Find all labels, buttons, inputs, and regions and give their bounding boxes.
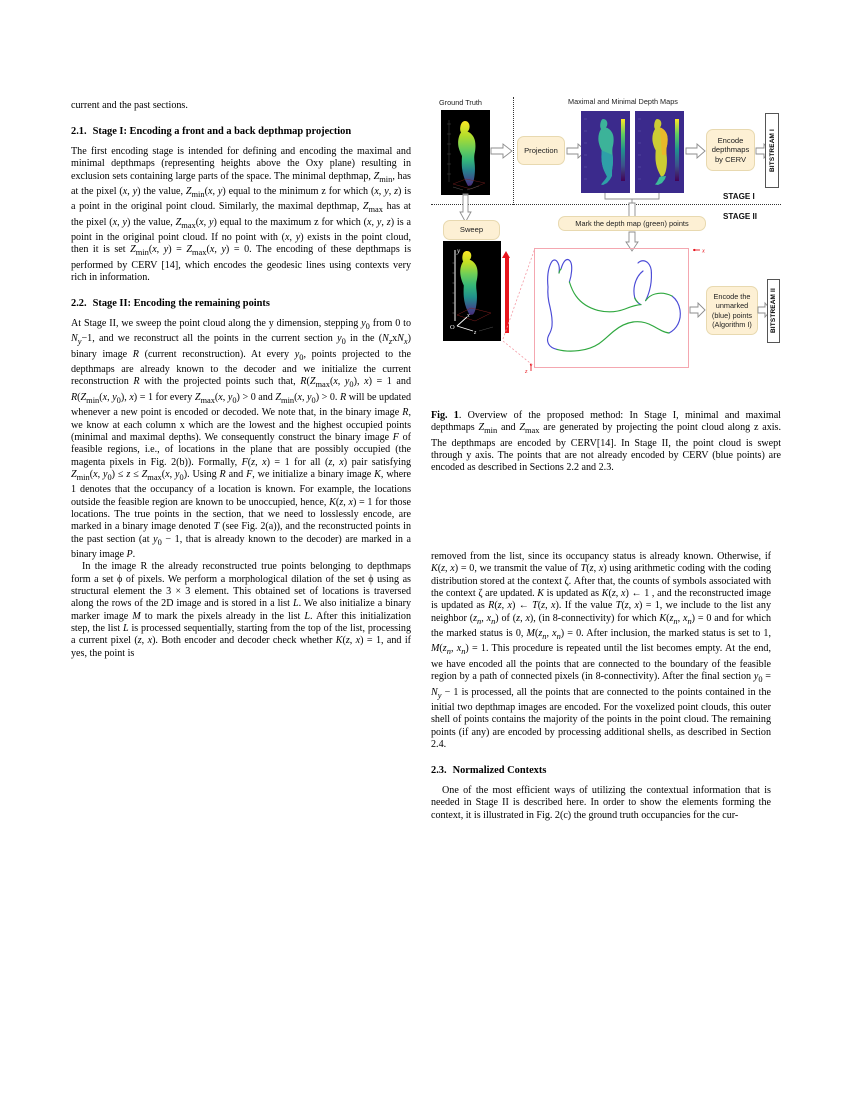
ground-truth-image	[441, 110, 490, 195]
arrow-gt-to-projection	[491, 143, 513, 159]
encode-unmarked-box[interactable]: Encode the unmarked (blue) points (Algorithm I)	[706, 286, 758, 335]
figure-1	[431, 93, 781, 393]
stage-2-label: STAGE II	[723, 212, 758, 221]
section-2-2-paragraph-1: At Stage II, we sweep the point cloud along the y dimension, stepping $y_0$ from 0 to $N_y-1$, and we reconstruct all the points in the current section $y_0$ in the $(N_zxN_x)$ binary image R (current reconstruction). At every $y_0$, points projected to the depthmaps are already known to the decoder and we initialize the current reconstruction R with the projected points such that, $R(Z_{max}(x$, $y_0$), x) = 1 and $R(Z_{min}(x$, $y_0$), x) = 1 for every $Z_{max}(x$, $y_0) > 0$ and $Z_{min}(x$, $y_0) > 0$. R will be updated whenever a new point is encoded or decoded. We note that, in the binary image R, we know at each column x which are the lowest and the highest occupied points (minimal and maximal depths). We consequently construct the binary image F of feasible regions, i.e., of locations in the plane that are possibly occupied (the magenta pixels in Fig. 2(b)). Formally, F(z, x) = 1 for all (z, x) pair satisfying $Z_{min}(x$, $y_0) \le z \le Z_{max}(x$, $y_0$). Using R and F, we initialize a binary image K, where 1 denotes that the occupancy of a location is known. For example, the locations outside the feasible region are known to be unoccupied, hence, K(z, x) = 1 for those locations. The true points in the section, that we need to losslessly encode, are marked in a binary image denoted T (see Fig. 2(a)), and the reconstructed points in the past section (at $y_0 - 1$, that is already known to the decoder) are marked in a binary image P.	[71, 318, 412, 560]
section-number-2-1: 2.1.	[71, 126, 87, 138]
depthmap-min-render	[635, 111, 684, 193]
bitstream-1-box	[765, 113, 779, 188]
axis-z-text: z	[474, 330, 477, 336]
sweep-to-section-guides	[501, 243, 541, 373]
section-2-3-body: One of the most efficient ways of utilizing the contextual information that is needed in Stage II is described here. In order to show the elements forming the context, it is illustrated in Fig. 2(c) the ground truth occupancies for the cur-	[431, 784, 771, 821]
depthmap-max-render	[581, 111, 630, 193]
left-column	[71, 100, 411, 660]
depthmap-min-image	[635, 111, 684, 193]
bitstream-2-box	[767, 279, 780, 343]
axis-x-text: x	[467, 313, 470, 319]
section-heading-2-2	[71, 298, 411, 311]
section-2-2-paragraph-2: In the image R the already reconstructed true points belonging to depthmaps form a set ϕ of pixels. We perform a morphological dilation of the set ϕ using as structural element the 3 × 3 element. This obtained set of locations is traversed along the rows of the 2D image and is stored in a list L. We also initialize a binary marker image M to mark the pixels already in the list L. After this initialization step, the list L is processed sequentially, starting from the top of the list, processing a current pixel (z, x). Both encoder and decoder check whether K(z, x) = 1, and if yes, the point is	[71, 561, 412, 659]
projection-box[interactable]: Projection	[517, 136, 565, 165]
section-contour-panel	[534, 248, 689, 368]
section-heading-2-1	[71, 126, 411, 139]
section-number-2-2: 2.2.	[71, 298, 87, 310]
sweep-image	[443, 241, 501, 341]
figure-divider-vertical	[513, 97, 514, 205]
stage-1-label: STAGE I	[723, 192, 755, 201]
axis-origin-text: O	[450, 324, 455, 331]
section-title-2-1: Stage I: Encoding a front and a back depthmap projection	[92, 126, 352, 138]
depth-maps-label: Maximal and Minimal Depth Maps	[568, 97, 678, 106]
encode-cerv-box[interactable]: Encode depthmaps by CERV	[706, 129, 755, 171]
arrow-contour-to-encode-unmarked	[690, 302, 706, 318]
mark-points-box[interactable]: Mark the depth map (green) points	[558, 216, 706, 231]
section-title-2-2: Stage II: Encoding the remaining points	[92, 298, 270, 310]
contour-axis-x-marker	[693, 245, 711, 255]
right-column	[431, 551, 771, 822]
axis-y-text: y	[457, 247, 461, 255]
section-number-2-3: 2.3.	[431, 765, 447, 777]
section-heading-2-3	[431, 765, 771, 778]
depthmap-max-image	[581, 111, 630, 193]
arrow-depthmaps-to-encode	[686, 143, 706, 159]
bitstream-2-label: BITSTREAM II	[770, 288, 777, 334]
sweep-box[interactable]: Sweep	[443, 220, 500, 240]
section-contour-plot	[535, 249, 690, 369]
sweep-render	[443, 241, 501, 341]
ground-truth-label: Ground Truth	[439, 98, 482, 107]
right-body-paragraph-1: removed from the list, since its occupancy status is already known. Otherwise, if K(z, x) = 0, we transmit the value of T(z, x) using arithmetic coding with the coding distribution stored at the context ζ. After that, the counts of symbols associated with the context ζ are updated. K is updated as K(z, x) ← 1 , and the reconstructed image is updated as R(z, x) ← T(z, x). If the value T(z, x) = 1, we include to the list any neighbor ($z_n$, $x_n$) of (z, x), (in 8-connectivity) for which $K(z_n$, $x_n) = 0$ and for which the marked status is 0, $M(z_n$, $x_n) = 0$. After inclusion, the marked status is set to 1, $M(z_n$, $x_n) = 1$. This procedure is repeated until the list becomes empty. At the end, we have encoded all the points that are connected to the boundary of the feasible region by a path of connected pixels (in 8-connectivity). After the final section $y_0 = N_y - 1$ is processed, all the points that are connected to the points contained in the initial two depthmap images are encoded. For the voxelized point clouds, this outer shell of points contains the majority of the points in the point cloud. The remaining points (if any) are encoded by processing additional shells, as described in Section 2.4.	[431, 551, 772, 750]
ground-truth-render	[441, 110, 490, 195]
bitstream-1-label: BITSTREAM I	[768, 128, 776, 173]
svg-text:x: x	[702, 247, 705, 255]
section-title-2-3: Normalized Contexts	[452, 765, 547, 777]
section-2-1-body: The first encoding stage is intended for defining and encoding the maximal and minimal depthmaps (representing heights above the Oxy plane) resulting in exclusion sets containing large parts of the space. The minimal depthmap, $Z_{min}$, has at the pixel (x, y) the value, $Z_{min}(x$, y) equal to the minimum z for which (x, y, z) is a point in the original point cloud. Similarly, the maximal depthmap, $Z_{max}$ has at the pixel (x, y) the value, $Z_{max}(x$, y) equal to the maximum z for which (x, y, z) is a point in the original point cloud. If no point with (x, y) exists in the point cloud, then it is set $Z_{min}(x$, $y) = Z_{max}(x$, y) = 0. The encoding of these depthmaps is performed by CERV [14], which encodes the geodesic lines using contexts very rich in information.	[71, 145, 412, 284]
figure-1-caption: Fig. 1. Overview of the proposed method: In Stage I, minimal and maximal depthmaps $Z_{min}$ and $Z_{max}$ are generated by projecting the point cloud along z axis. The depthmaps are encoded by CERV[14]. In Stage II, the point cloud is swept through y axis. The points that are not already encoded by CERV (blue points) are encoded as described in Sections 2.2 and 2.3.	[431, 410, 781, 474]
continued-sentence: current and the past sections.	[71, 100, 188, 111]
svg-text:z: z	[525, 368, 528, 375]
